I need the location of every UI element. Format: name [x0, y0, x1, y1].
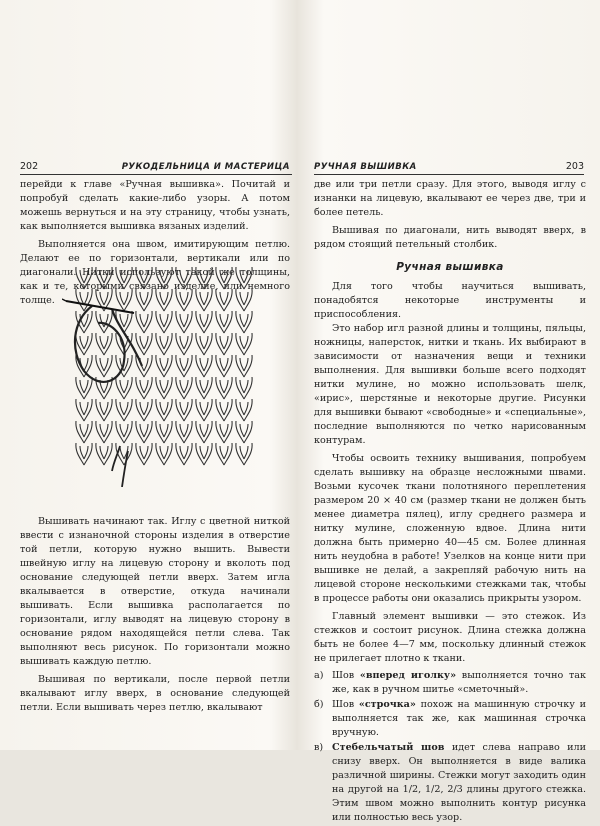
paragraph: Вышивать начинают так. Иглу с цветной ниткой ввести с изнаночной стороны изделия в отверстие той петли, которую нужно вышить. Вывести швейную иглу на лицевую сторону и вколоть под основание следующей петли вверх. Затем игла вкалывается в отверстие, откуда начинали вышивать. Если вышивка располагается по горизонтали, иглу выводят на лицевую сторону в основание рядом находящейся петли слева. Так выполняют весь рисунок. По горизонтали можно вышивать каждую петлю. — [20, 516, 290, 667]
paragraph: перейди к главе «Ручная вышивка». Почитай и попробуй сделать какие-либо узоры. А потом можешь вернуться и на эту страницу, чтобы узнать, как выполняется вышивка вязаных изделий. — [20, 179, 290, 232]
list-term: «строчка» — [358, 699, 416, 710]
knit-stitch-loop — [96, 333, 112, 355]
paragraph: Чтобы освоить технику вышивания, попробуем сделать вышивку на образце несложными швами. Возьми кусочек ткани полотняного переплетения размером 20 × 40 см (размер ткани не должен быть менее диаметра пялец), иглу среднего размера и нитку мулине, сложенную вдвое. Длина нити должна быть примерно 40—45 см. Более длинная нить неудобна в работе! Узелков на конце нити при вышивке не делай, а закрепляй рабочую нить на лицевой стороне несколькими стежками так, чтобы в процессе работы они оказались прикрыты узором. — [314, 453, 586, 604]
knit-stitch-loop — [156, 333, 172, 355]
knit-stitch-loop — [236, 399, 252, 421]
knit-stitch-loop — [216, 267, 232, 289]
knit-stitch-loop — [156, 421, 172, 443]
knit-stitch-loop — [156, 377, 172, 399]
knit-stitch-loop — [176, 311, 192, 333]
knit-stitch-loop — [136, 377, 152, 399]
list-rest: выполняется точно так же, как в ручном шитье «сметочный». — [332, 670, 586, 695]
list-term: «вперед иголку» — [359, 670, 457, 681]
knit-stitch-loop — [216, 421, 232, 443]
knit-stitch-loop — [116, 289, 132, 311]
paragraph: Вышивая по вертикали, после первой петли вкалывают иглу вверх, в основание следующей петли. Если вышивать через петлю, вкалывают — [20, 674, 290, 713]
right-page — [300, 0, 600, 823]
list-marker: б) — [314, 699, 324, 710]
left-page-number: 202 — [20, 161, 39, 172]
paragraph: Главный элемент вышивки — это стежок. Из стежков и состоит рисунок. Длина стежка должна быть не более 4—7 мм, поскольку длинный стежок не прилегает плотно к ткани. — [314, 611, 586, 664]
right-running-title: РУЧНАЯ ВЫШИВКА — [314, 162, 417, 172]
right-page-number: 203 — [565, 161, 584, 172]
knit-stitch-loop — [96, 421, 112, 443]
knit-stitch-loop — [136, 421, 152, 443]
knit-stitch-loop — [176, 267, 192, 289]
knit-stitch-loop — [76, 443, 92, 465]
knit-stitch-loop — [136, 443, 152, 465]
knit-stitch-loop — [116, 267, 132, 289]
knit-stitch-loop — [216, 443, 232, 465]
knit-stitch-loop — [96, 355, 112, 377]
knit-stitch-columns — [76, 267, 252, 465]
knit-stitch-loop — [156, 355, 172, 377]
knit-stitch-loop — [196, 377, 212, 399]
knit-stitch-loop — [76, 399, 92, 421]
list-lead: Шов — [332, 699, 359, 710]
knit-stitch-loop — [76, 421, 92, 443]
paragraph: Для того чтобы научиться вышивать, понадобятся некоторые инструменты и приспособления. — [314, 281, 586, 320]
list-item — [314, 669, 586, 697]
knit-stitch-loop — [76, 267, 92, 289]
list-term: Стебельчатый шов — [332, 742, 445, 753]
list-lead: Шов — [332, 670, 360, 681]
knit-stitch-loop — [196, 355, 212, 377]
knit-stitch-loop — [136, 399, 152, 421]
knit-stitch-loop — [116, 377, 132, 399]
knit-stitch-loop — [196, 399, 212, 421]
list-marker: в) — [314, 742, 324, 753]
knit-stitch-loop — [196, 267, 212, 289]
knit-stitch-loop — [196, 421, 212, 443]
knit-stitch-loop — [176, 333, 192, 355]
knit-stitch-loop — [216, 333, 232, 355]
knit-stitch-loop — [156, 443, 172, 465]
knit-stitch-loop — [156, 267, 172, 289]
knit-stitch-loop — [136, 267, 152, 289]
paragraph: две или три петли сразу. Для этого, выводя иглу с изнанки на лицевую, вкалывают ее через две, три и более петель. — [314, 179, 586, 218]
right-text — [314, 178, 586, 826]
section-title: Ручная вышивка — [396, 261, 504, 273]
knit-stitch-loop — [196, 333, 212, 355]
list-item — [314, 698, 586, 740]
knit-stitch-loop — [76, 333, 92, 355]
left-running-title: РУКОДЕЛЬНИЦА И МАСТЕРИЦА — [121, 162, 290, 172]
knit-stitch-loop — [236, 377, 252, 399]
knit-stitch-loop — [236, 289, 252, 311]
left-page — [0, 0, 300, 750]
knit-stitch-loop — [116, 421, 132, 443]
knit-stitch-loop — [216, 355, 232, 377]
knit-stitch-loop — [196, 311, 212, 333]
list-text — [332, 698, 586, 740]
knit-stitch-loop — [236, 421, 252, 443]
knit-stitch-loop — [96, 399, 112, 421]
knit-stitch-loop — [196, 289, 212, 311]
knit-stitch-loop — [236, 443, 252, 465]
knit-stitch-loop — [216, 289, 232, 311]
knit-stitch-loop — [236, 311, 252, 333]
knit-stitch-loop — [176, 399, 192, 421]
knit-stitch-loop — [156, 289, 172, 311]
knit-stitch-loop — [236, 355, 252, 377]
knit-stitch-loop — [216, 311, 232, 333]
knit-stitch-loop — [156, 311, 172, 333]
stitch-list — [314, 669, 586, 825]
knit-stitch-loop — [176, 443, 192, 465]
knit-stitch-loop — [136, 333, 152, 355]
knit-stitch-loop — [116, 443, 132, 465]
right-page-header — [314, 160, 584, 175]
list-text — [332, 669, 586, 697]
needle-eye — [62, 299, 66, 301]
left-bottom-text — [20, 515, 290, 715]
knit-stitch-loop — [96, 267, 112, 289]
list-item — [314, 741, 586, 825]
list-marker: а) — [314, 670, 324, 681]
knit-stitch-loop — [216, 377, 232, 399]
paragraph: Выполняется она швом, имитирующим петлю. Делают ее по горизонтали, вертикали или по диагонали. Нитки используют такой же толщины, как и те, которыми связано изделие, или немного толще. — [20, 239, 290, 306]
knit-stitch-loop — [176, 355, 192, 377]
knit-stitch-loop — [136, 311, 152, 333]
paragraph: Это набор игл разной длины и толщины, пяльцы, ножницы, наперсток, нитки и ткань. Их выбирают в зависимости от назначения вещи и техники выполнения. Для вышивки больше всего подходят нитки мулине, но можно использовать шелк, «ирис», шерстяные и некоторые другие. Рисунки для вышивки бывают «свободные» и «специальные», последние выполняются по четко нарисованным контурам. — [314, 323, 586, 446]
knit-stitch-loop — [176, 377, 192, 399]
paragraph: Вышивая по диагонали, нить выводят вверх, в рядом стоящий петельный столбик. — [314, 225, 586, 250]
list-rest: похож на машинную строчку и выполняется так же, как машинная строчка вручную. — [332, 699, 586, 738]
knit-stitch-loop — [76, 377, 92, 399]
list-text — [332, 741, 586, 825]
knit-stitch-loop — [236, 267, 252, 289]
knit-stitch-loop — [216, 399, 232, 421]
knit-stitch-loop — [116, 399, 132, 421]
list-rest: идет слева направо или снизу вверх. Он выполняется в виде валика различной ширины. Стежки могут заходить один на другой на 1/2, 1/2, 2/3 длины другого стежка. Этим швом можно выполнить контур рисунка или полностью весь узор. — [332, 742, 586, 823]
knit-stitch-loop — [136, 289, 152, 311]
knit-stitch-loop — [176, 421, 192, 443]
thread-tail — [112, 446, 128, 487]
left-page-header — [20, 160, 292, 175]
knit-stitch-loop — [236, 333, 252, 355]
knit-stitch-loop — [196, 443, 212, 465]
knit-stitch-loop — [176, 289, 192, 311]
knitting-stitch-illustration — [62, 261, 258, 487]
knit-stitch-loop — [156, 399, 172, 421]
knit-stitch-loop — [96, 443, 112, 465]
